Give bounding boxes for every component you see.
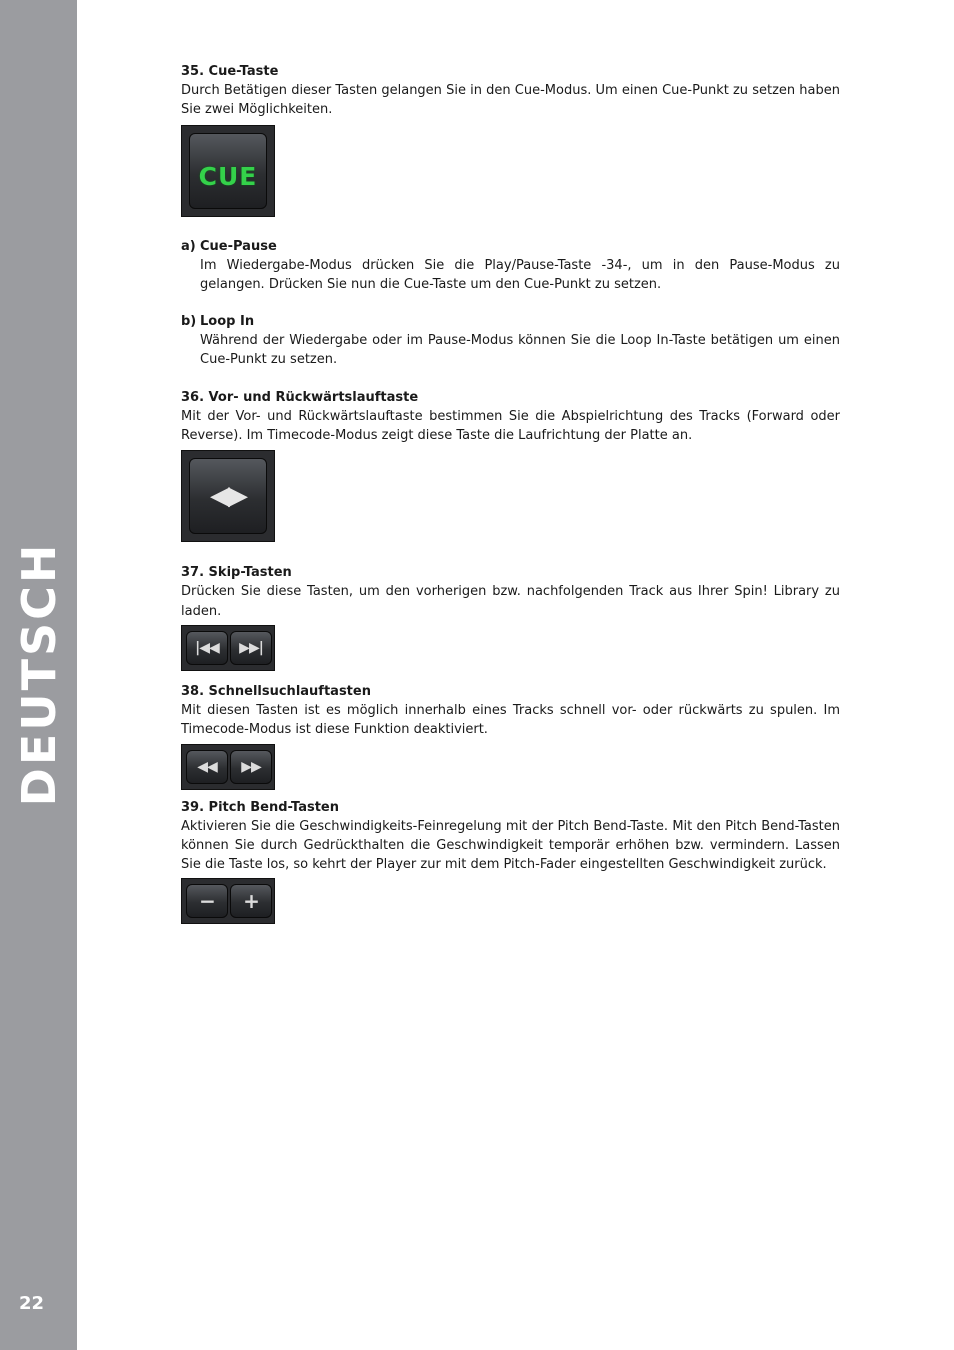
subsection-title: Loop In bbox=[200, 314, 255, 330]
subsection-text: Im Wiedergabe-Modus drücken Sie die Play/Pause-Taste -34-, um in den Pause-Modus zu gelangen. Drücken Sie nun die Cue-Taste um den Cue-Punkt zu setzen. bbox=[200, 257, 840, 292]
cue-button-image bbox=[181, 125, 275, 217]
skip-back-icon: |◀◀ bbox=[195, 639, 219, 656]
section-title: 35. Cue-Taste bbox=[181, 64, 279, 79]
skip-forward-icon: ▶▶| bbox=[239, 639, 263, 656]
direction-arrows-icon: ◀▶ bbox=[210, 481, 246, 512]
subsection-label: b) bbox=[181, 314, 197, 330]
page-content bbox=[181, 62, 840, 924]
section-pitch-bend-buttons bbox=[181, 798, 840, 925]
section-text: Drücken Sie diese Tasten, um den vorherigen bzw. nachfolgenden Track aus Ihrer Spin! Library zu laden. bbox=[181, 584, 840, 619]
pitch-bend-buttons-image bbox=[181, 878, 275, 924]
subsection-title: Cue-Pause bbox=[200, 238, 277, 254]
section-direction-button bbox=[181, 388, 840, 543]
section-title: 39. Pitch Bend-Tasten bbox=[181, 799, 339, 815]
direction-button-image bbox=[181, 450, 275, 542]
search-buttons-image bbox=[181, 744, 275, 790]
section-search-buttons bbox=[181, 682, 840, 790]
skip-buttons-image bbox=[181, 625, 275, 671]
subsection-cue-pause bbox=[181, 237, 840, 295]
language-label: DEUTSCH bbox=[12, 541, 66, 807]
subsection-loop-in bbox=[181, 312, 840, 370]
fast-forward-icon: ▶▶ bbox=[241, 758, 261, 775]
plus-icon: + bbox=[243, 889, 259, 914]
section-text: Mit diesen Tasten ist es möglich innerhalb eines Tracks schnell vor- oder rückwärts zu spulen. Im Timecode-Modus ist diese Funktion deaktiviert. bbox=[181, 702, 840, 738]
subsection-label: a) bbox=[181, 238, 196, 254]
section-title: 36. Vor- und Rückwärtslauftaste bbox=[181, 389, 419, 405]
rewind-icon: ◀◀ bbox=[197, 758, 217, 775]
section-title: 37. Skip-Tasten bbox=[181, 565, 292, 581]
page-number: 22 bbox=[19, 1293, 45, 1314]
cue-label: CUE bbox=[198, 161, 258, 191]
minus-icon: − bbox=[199, 889, 215, 914]
section-cue-button bbox=[181, 62, 840, 370]
section-title: 38. Schnellsuchlauftasten bbox=[181, 683, 371, 699]
section-text: Aktivieren Sie die Geschwindigkeits-Feinregelung mit der Pitch Bend-Taste. Mit den Pitch Bend-Tasten können Sie durch Gedrückthalten die Geschwindigkeit temporär erhöhen bzw. vermindern. Lassen Sie die Taste los, so kehrt der Player zur mit dem Pitch-Fader eingestellten Geschwindigkeit zurück. bbox=[181, 818, 840, 873]
section-text: Mit der Vor- und Rückwärtslauftaste bestimmen Sie die Abspielrichtung des Tracks (Forward oder Reverse). Im Timecode-Modus zeigt diese Taste die Laufrichtung der Platte an. bbox=[181, 408, 840, 444]
section-skip-buttons bbox=[181, 563, 840, 671]
language-sidebar bbox=[0, 0, 77, 1350]
subsection-text: Während der Wiedergabe oder im Pause-Modus können Sie die Loop In-Taste betätigen um einen Cue-Punkt zu setzen. bbox=[200, 333, 840, 368]
section-text: Durch Betätigen dieser Tasten gelangen Sie in den Cue-Modus. Um einen Cue-Punkt zu setzen haben Sie zwei Möglichkeiten. bbox=[181, 83, 840, 118]
